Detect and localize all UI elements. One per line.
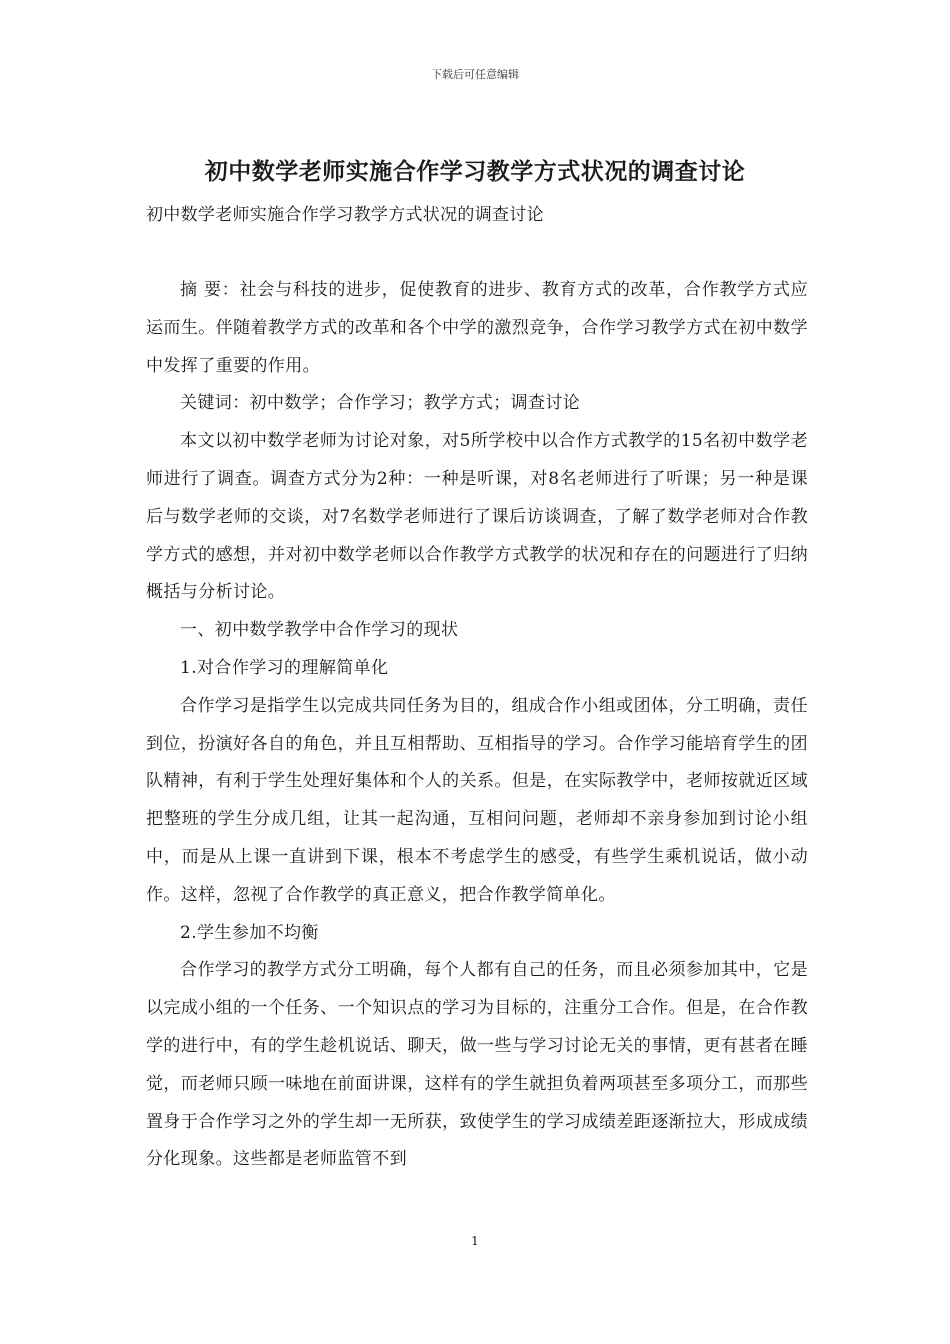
body-paragraph: 合作学习的教学方式分工明确，每个人都有自己的任务，而且必须参加其中，它是以完成小组的一个任务、一个知识点的学习为目标的，注重分工合作。但是，在合作教学的进行中，有的学生趁机说话、聊天，做一些与学习讨论无关的事情，更有甚者在睡觉，而老师只顾一味地在前面讲课，这样有的学生就担负着两项甚至多项分工，而那些置身于合作学习之外的学生却一无所获，致使学生的学习成绩差距逐渐拉大，形成成绩分化现象。这些都是老师监管不到 [146,960,808,1170]
document-subtitle: 初中数学老师实施合作学习教学方式状况的调查讨论 [146,205,544,225]
section-heading: 一、初中数学教学中合作学习的现状 [180,620,459,641]
abstract-paragraph: 摘 要：社会与科技的进步，促使教育的进步、教育方式的改革，合作教学方式应运而生。伴随着教学方式的改革和各个中学的激烈竞争，合作学习教学方式在初中数学中发挥了重要的作用。 [146,280,808,376]
subsection-heading: 1.对合作学习的理解简单化 [180,657,389,678]
document-body [146,272,808,1179]
keywords-paragraph: 关键词：初中数学；合作学习；教学方式；调查讨论 [180,393,581,414]
intro-paragraph: 本文以初中数学老师为讨论对象，对5所学校中以合作方式教学的15名初中数学老师进行了调查。调查方式分为2种：一种是听课，对8名老师进行了听课；另一种是课后与数学老师的交谈，对7名数学老师进行了课后访谈调查，了解了数学老师对合作教学方式的感想，并对初中数学老师以合作教学方式教学的状况和存在的问题进行了归纳概括与分析讨论。 [146,431,808,603]
subsection-heading: 2.学生参加不均衡 [180,922,319,943]
document-title: 初中数学老师实施合作学习教学方式状况的调查讨论 [204,158,746,185]
body-paragraph: 合作学习是指学生以完成共同任务为目的，组成合作小组或团体，分工明确，责任到位，扮演好各自的角色，并且互相帮助、互相指导的学习。合作学习能培育学生的团队精神，有利于学生处理好集体和个人的关系。但是，在实际教学中，老师按就近区域把整班的学生分成几组，让其一起沟通，互相问问题，老师却不亲身参加到讨论小组中，而是从上课一直讲到下课，根本不考虑学生的感受，有些学生乘机说话，做小动作。这样，忽视了合作教学的真正意义，把合作教学简单化。 [146,695,808,905]
header-note: 下载后可任意编辑 [431,68,519,81]
page-number: 1 [471,1234,479,1248]
